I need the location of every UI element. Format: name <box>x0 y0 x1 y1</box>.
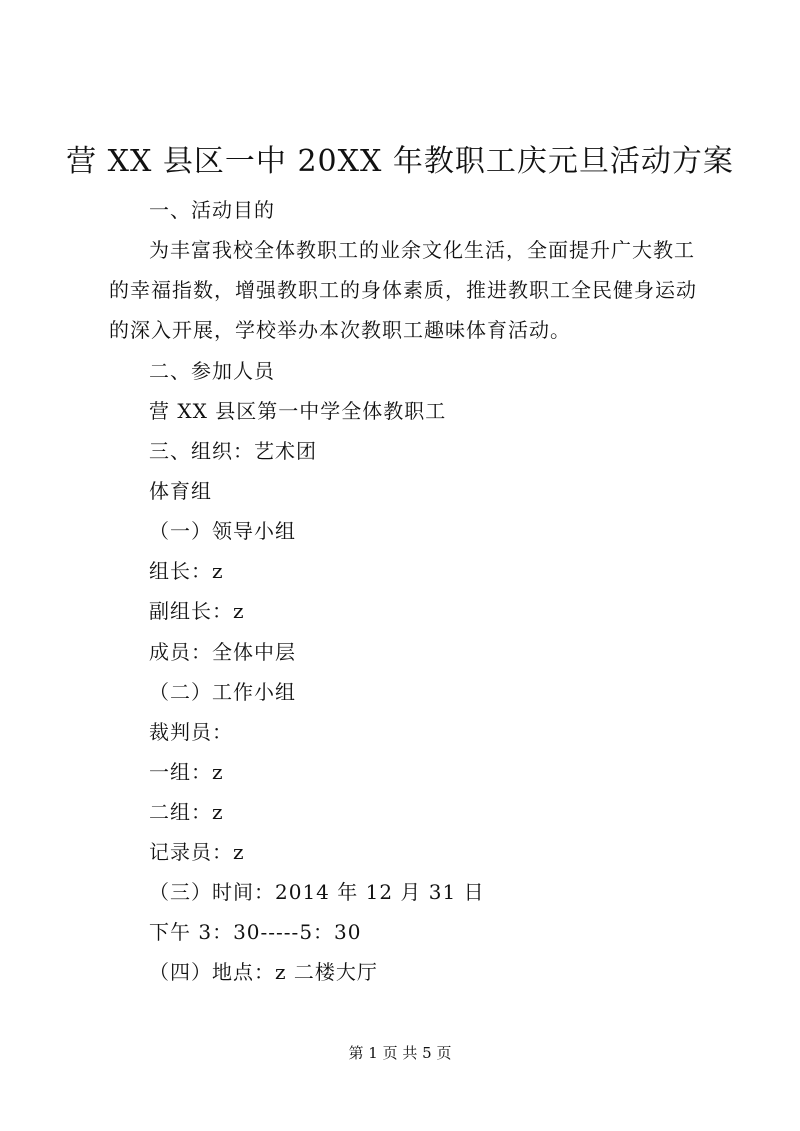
group-two-line: 二组：z <box>149 800 224 824</box>
page-footer: 第 1 页 共 5 页 <box>348 1044 452 1062</box>
members-line: 成员：全体中层 <box>149 640 296 664</box>
heading-organization: 三、组织：艺术团 <box>149 439 317 463</box>
purpose-paragraph: 为丰富我校全体教职工的业余文化生活，全面提升广大教工的幸福指数，增强教职工的身体素质，推进教职工全民健身运动的深入开展，学校举办本次教职工趣味体育活动。 <box>109 238 697 342</box>
recorder-line: 记录员：z <box>149 840 245 864</box>
heading-work-group: （二）工作小组 <box>149 680 296 704</box>
group-one-line: 一组：z <box>149 760 224 784</box>
leader-line: 组长：z <box>149 559 224 583</box>
participants-text: 营 XX 县区第一中学全体教职工 <box>149 399 447 423</box>
heading-leadership-group: （一）领导小组 <box>149 519 296 543</box>
referees-line: 裁判员： <box>149 720 233 744</box>
organization-sports-group: 体育组 <box>149 479 212 503</box>
heading-participants: 二、参加人员 <box>149 359 275 383</box>
location-line: （四）地点：z 二楼大厅 <box>149 960 378 984</box>
heading-purpose: 一、活动目的 <box>149 198 275 222</box>
document-title: 营 XX 县区一中 20XX 年教职工庆元旦活动方案 <box>66 144 734 179</box>
time-line: （三）时间：2014 年 12 月 31 日 <box>149 880 485 904</box>
deputy-leader-line: 副组长：z <box>149 599 245 623</box>
time-detail-line: 下午 3：30-----5：30 <box>149 920 362 944</box>
